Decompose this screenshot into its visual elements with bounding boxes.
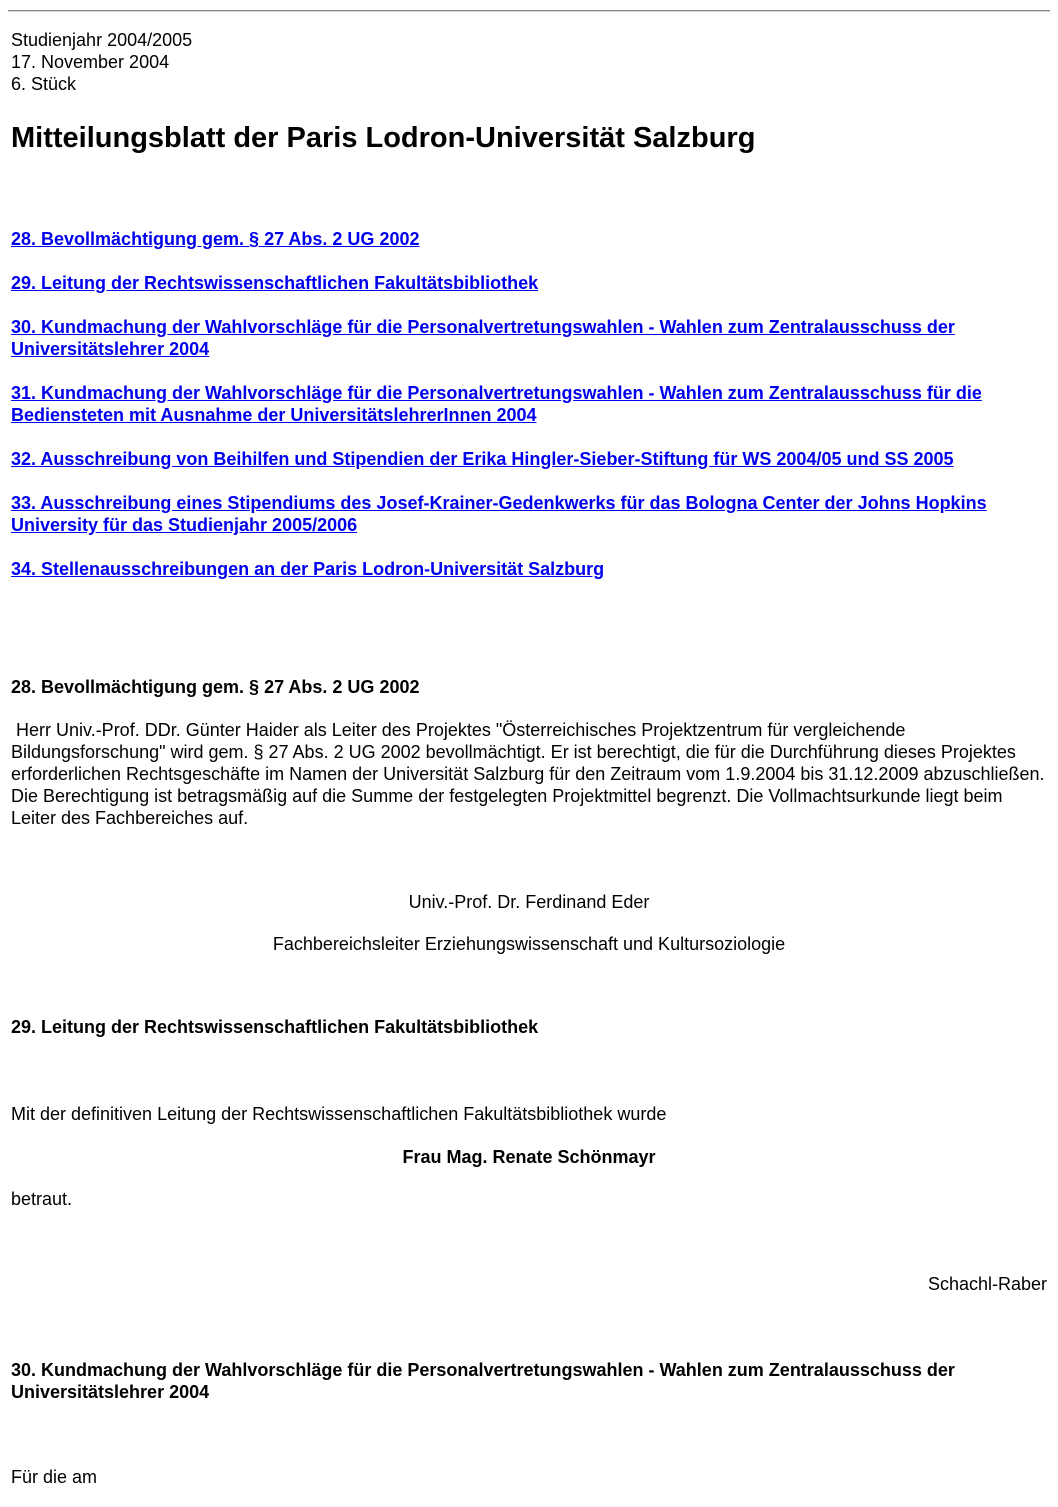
- signature-schachl-raber: Schachl-Raber: [927, 1274, 1047, 1294]
- page-title: Mitteilungsblatt der Paris Lodron-Universität Salzburg: [11, 122, 756, 154]
- top-divider: [8, 10, 1050, 12]
- toc-item: [11, 272, 1047, 294]
- section-29-intro: Mit der definitiven Leitung der Rechtswissenschaftlichen Fakultätsbibliothek wurde: [11, 1104, 667, 1124]
- signature-name: Univ.-Prof. Dr. Ferdinand Eder: [408, 892, 650, 912]
- section-30-heading: 30. Kundmachung der Wahlvorschläge für die Personalvertretungswahlen - Wahlen zum Zentralausschuss der Universitätslehrer 2004: [11, 1360, 955, 1402]
- page-content: [0, 29, 1058, 1488]
- toc-item: [11, 316, 1047, 360]
- signature-role: Fachbereichsleiter Erziehungswissenschaft und Kultursoziologie: [272, 934, 786, 954]
- toc-link-28[interactable]: 28. Bevollmächtigung gem. § 27 Abs. 2 UG 2002: [11, 229, 420, 249]
- toc-item: [11, 382, 1047, 426]
- toc-link-33[interactable]: 33. Ausschreibung eines Stipendiums des Josef-Krainer-Gedenkwerks für das Bologna Center der Johns Hopkins University für das Studienjahr 2005/2006: [11, 493, 987, 535]
- section-29-heading: 29. Leitung der Rechtswissenschaftlichen Fakultätsbibliothek: [11, 1017, 539, 1037]
- section-30-intro: Für die am: [11, 1467, 98, 1487]
- toc-link-32[interactable]: 32. Ausschreibung von Beihilfen und Stipendien der Erika Hingler-Sieber-Stiftung für WS 2004/05 und SS 2005: [11, 449, 954, 469]
- section-28-heading: 28. Bevollmächtigung gem. § 27 Abs. 2 UG 2002: [11, 677, 420, 697]
- toc-item: [11, 492, 1047, 536]
- study-year: Studienjahr 2004/2005: [11, 30, 193, 50]
- table-of-contents: [11, 228, 1047, 580]
- toc-item: [11, 228, 1047, 250]
- toc-item: [11, 558, 1047, 580]
- issue-number: 6. Stück: [11, 74, 77, 94]
- toc-link-34[interactable]: 34. Stellenausschreibungen an der Paris Lodron-Universität Salzburg: [11, 559, 605, 579]
- appointee-name: Frau Mag. Renate Schönmayr: [402, 1147, 656, 1167]
- document-header: [11, 29, 1047, 95]
- toc-item: [11, 448, 1047, 470]
- section-28-body: Herr Univ.-Prof. DDr. Günter Haider als Leiter des Projektes "Österreichisches Projektzentrum für vergleichende Bildungsforschung" wird gem. § 27 Abs. 2 UG 2002 bevollmächtigt. Er ist berechtigt, die für die Durchführung dieses Projektes erforderlichen Rechtsgeschäfte im Namen der Universität Salzburg für den Zeitraum vom 1.9.2004 bis 31.12.2009 abzuschließen. Die Berechtigung ist betragsmäßig auf die Summe der festgelegten Projektmittel begrenzt. Die Vollmachtsurkunde liegt beim Leiter des Fachbereiches auf.: [11, 720, 1050, 828]
- toc-link-31[interactable]: 31. Kundmachung der Wahlvorschläge für die Personalvertretungswahlen - Wahlen zum Zentralausschuss für die Bediensteten mit Ausnahme der UniversitätslehrerInnen 2004: [11, 383, 982, 425]
- section-29-outro: betraut.: [11, 1189, 73, 1209]
- toc-link-29[interactable]: 29. Leitung der Rechtswissenschaftlichen Fakultätsbibliothek: [11, 273, 539, 293]
- issue-date: 17. November 2004: [11, 52, 170, 72]
- toc-link-30[interactable]: 30. Kundmachung der Wahlvorschläge für die Personalvertretungswahlen - Wahlen zum Zentralausschuss der Universitätslehrer 2004: [11, 317, 955, 359]
